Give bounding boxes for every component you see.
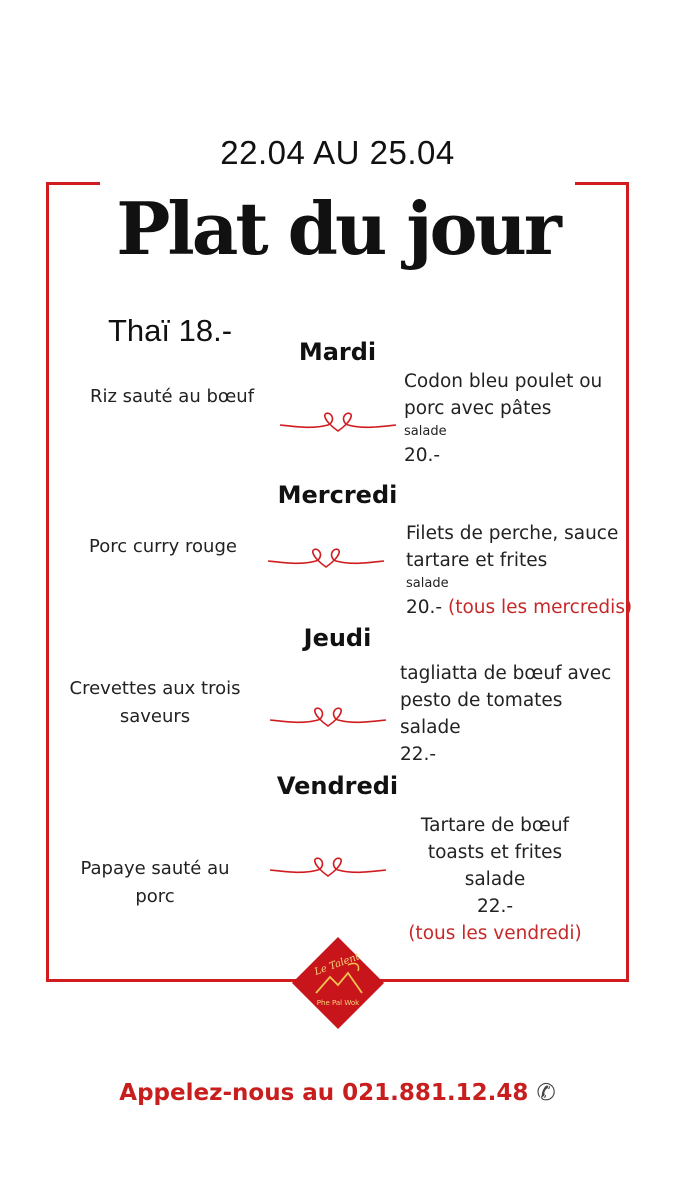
frame-top-left: [46, 182, 100, 185]
recurring-note: (tous les vendredi): [408, 923, 582, 944]
restaurant-logo: [290, 935, 386, 1031]
side-label: salade: [406, 576, 449, 591]
dish-line: toasts et frites: [427, 842, 563, 863]
dish-line: Tartare de bœuf: [420, 815, 570, 836]
thai-dish-line: Crevettes aux trois: [69, 678, 241, 699]
heart-divider-icon: [278, 405, 398, 435]
frame-top-right: [575, 182, 629, 185]
page-title: Plat du jour: [116, 186, 559, 271]
price: 22.-: [400, 744, 437, 765]
dish-line: pesto de tomates: [400, 690, 563, 711]
thai-dish-line: Papaye sauté au: [80, 858, 230, 879]
date-range: 22.04 AU 25.04: [220, 134, 455, 171]
logo-text-bottom: Phe Pal Wok: [316, 999, 360, 1007]
thai-dish-line: porc: [135, 886, 175, 907]
side-label: salade: [404, 424, 447, 439]
logo-text-top: Le Talent: [313, 951, 362, 978]
price-row: [406, 594, 632, 621]
thai-dish-mardi: Riz sauté au bœuf: [89, 386, 255, 407]
dish-line: tagliatta de bœuf avec: [400, 663, 612, 684]
heart-divider-icon: [266, 541, 386, 571]
thai-dish-line: saveurs: [119, 706, 191, 727]
dish-block-vendredi: [390, 812, 600, 947]
day-heading-vendredi: Vendredi: [276, 772, 399, 800]
dish-line: Codon bleu poulet ou: [404, 371, 603, 392]
side-label: salade: [464, 869, 526, 890]
price: 20.-: [406, 597, 443, 618]
price: 22.-: [476, 896, 514, 917]
price: 20.-: [404, 445, 441, 466]
thai-dish-mercredi: Porc curry rouge: [89, 536, 237, 557]
dish-line: tartare et frites: [406, 550, 548, 571]
dish-block-jeudi: [400, 660, 611, 768]
heart-divider-icon: [268, 850, 388, 880]
dish-block-mardi: [404, 368, 602, 469]
thai-price: Thaï 18.-: [108, 313, 233, 348]
call-text: Appelez-nous au 021.881.12.48: [119, 1080, 529, 1106]
call-to-action: [0, 1080, 675, 1106]
thai-dish-vendredi: [45, 855, 265, 911]
day-heading-jeudi: Jeudi: [303, 624, 372, 652]
day-heading-mercredi: Mercredi: [277, 481, 398, 509]
frame-bottom-left: [46, 979, 296, 982]
dish-line: Filets de perche, sauce: [406, 523, 619, 544]
frame-bottom-right: [380, 979, 629, 982]
day-heading-mardi: Mardi: [298, 338, 377, 366]
dish-block-mercredi: [406, 520, 632, 621]
dish-line: porc avec pâtes: [404, 398, 552, 419]
phone-icon: ✆: [536, 1080, 556, 1106]
side-label: salade: [400, 717, 461, 738]
thai-dish-jeudi: [45, 675, 265, 731]
recurring-note: (tous les mercredis): [448, 597, 633, 618]
heart-divider-icon: [268, 700, 388, 730]
